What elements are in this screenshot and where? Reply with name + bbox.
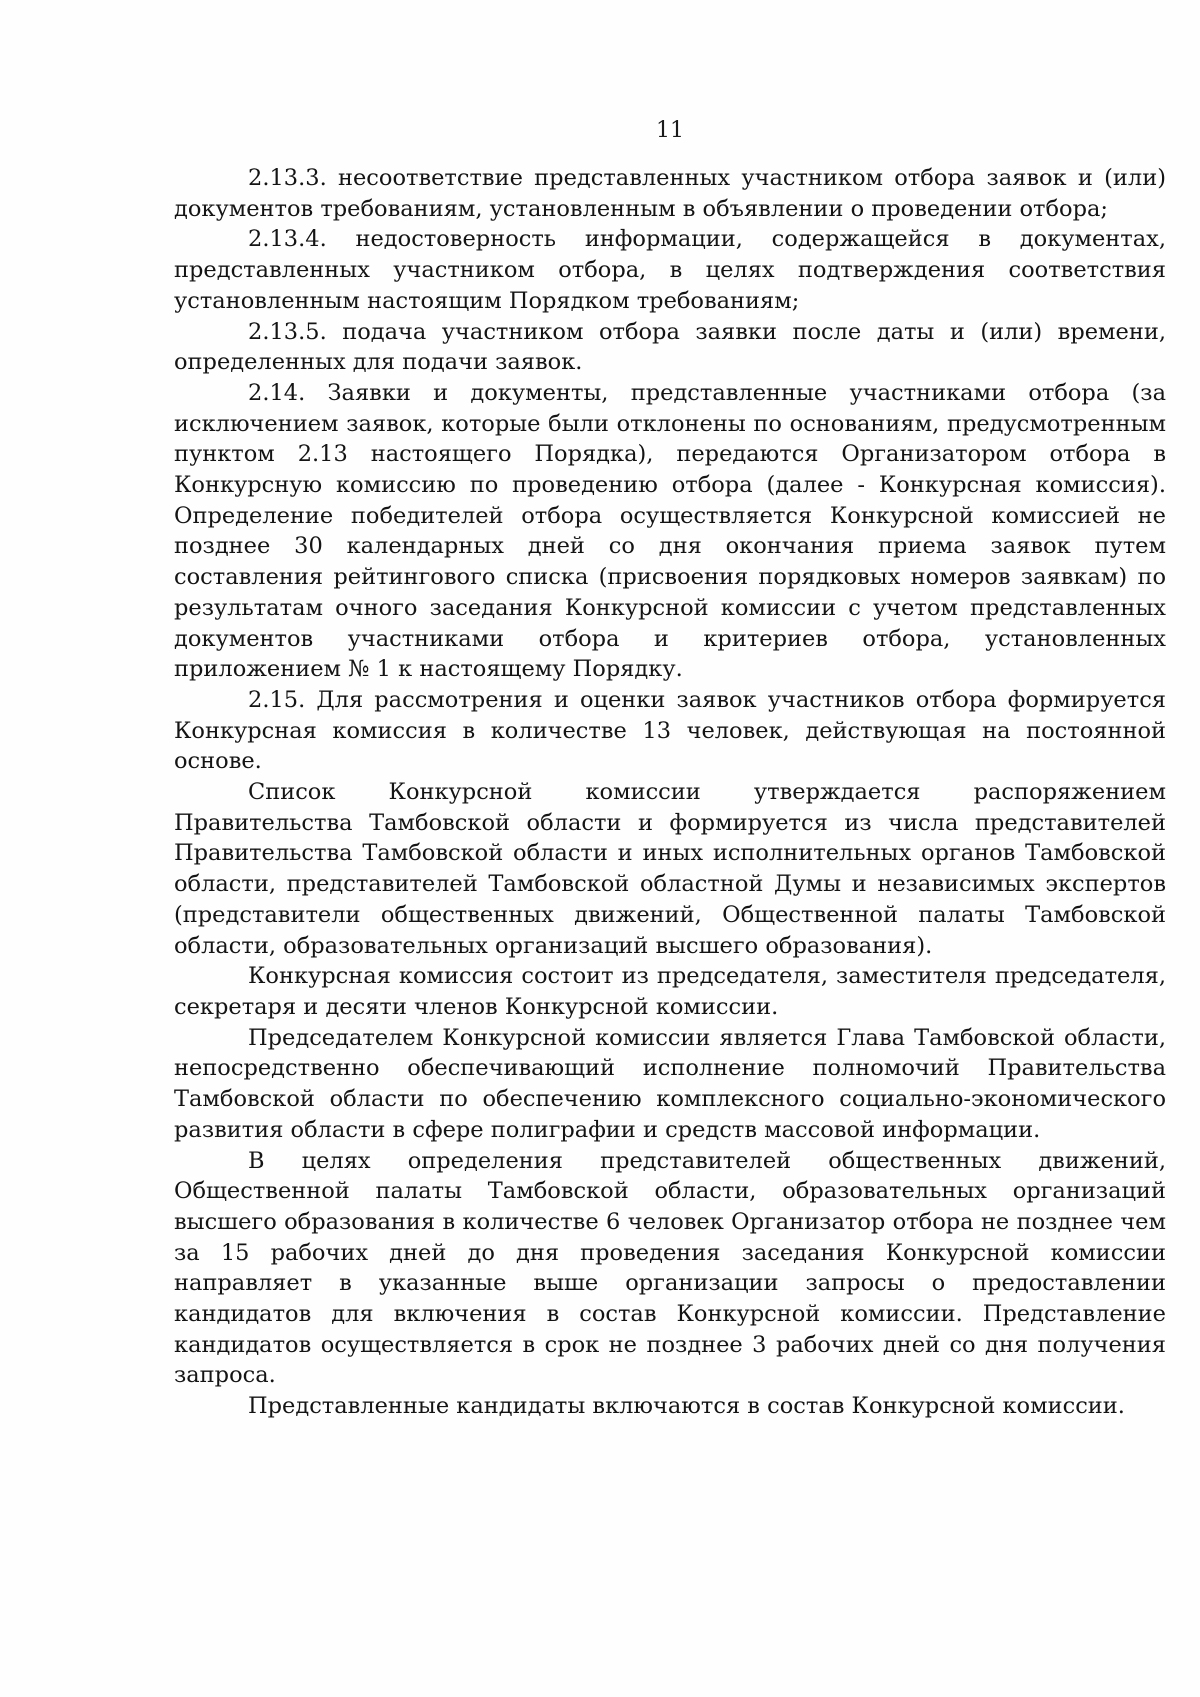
paragraph-candidates: Представленные кандидаты включаются в состав Конкурсной комиссии. xyxy=(248,1393,1125,1420)
paragraph-2-14: 2.14. Заявки и документы, представленные участниками отбора (за исключением заявок, которые были отклонены по основаниям, предусмотренным пунктом 2.13 настоящего Порядка), передаются Организатором отбора в Конкурсную комиссию по проведению отбора (далее - Конкурсная комиссия). Определение победителей отбора осуществляется Конкурсной комиссией не позднее 30 календарных дней со дня окончания приема заявок путем составления рейтингового списка (присвоения порядковых номеров заявкам) по результатам очного заседания Конкурсной комиссии с учетом представленных документов участниками отбора и критериев отбора, установленных приложением № 1 к настоящему Порядку. xyxy=(174,379,1166,683)
document-body xyxy=(174,163,1166,1422)
paragraph-2-13-5: 2.13.5. подача участником отбора заявки после даты и (или) времени, определенных для подачи заявок. xyxy=(174,318,1166,376)
paragraph-commission-composition: Конкурсная комиссия состоит из председателя, заместителя председателя, секретаря и десяти членов Конкурсной комиссии. xyxy=(174,963,1166,1020)
paragraph-2-13-3: 2.13.3. несоответствие представленных участником отбора заявок и (или) документов требованиям, установленным в объявлении о проведении отбора; xyxy=(174,165,1166,222)
paragraph-representatives: В целях определения представителей общественных движений, Общественной палаты Тамбовской области, образовательных организаций высшего образования в количестве 6 человек Организатор отбора не позднее чем за 15 рабочих дней до дня проведения заседания Конкурсной комиссии направляет в указанные выше организации запросы о предоставлении кандидатов для включения в состав Конкурсной комиссии. Представление кандидатов осуществляется в срок не позднее 3 рабочих дней со дня получения запроса. xyxy=(174,1147,1166,1389)
paragraph-2-13-4: 2.13.4. недостоверность информации, содержащейся в документах, представленных участником отбора, в целях подтверждения соответствия установленным настоящим Порядком требованиям; xyxy=(174,226,1166,314)
paragraph-2-15: 2.15. Для рассмотрения и оценки заявок участников отбора формируется Конкурсная комиссия в количестве 13 человек, действующая на постоянной основе. xyxy=(174,686,1166,775)
paragraph-commission-chairman: Председателем Конкурсной комиссии является Глава Тамбовской области, непосредственно обеспечивающий исполнение полномочий Правительства Тамбовской области по обеспечению комплексного социально-экономического развития области в сфере полиграфии и средств массовой информации. xyxy=(174,1024,1166,1143)
page-number: 11 xyxy=(656,118,684,143)
paragraph-commission-list: Список Конкурсной комиссии утверждается распоряжением Правительства Тамбовской области и формируется из числа представителей Правительства Тамбовской области и иных исполнительных органов Тамбовской области, представителей Тамбовской областной Думы и независимых экспертов (представители общественных движений, Общественной палаты Тамбовской области, образовательных организаций высшего образования). xyxy=(174,779,1166,959)
